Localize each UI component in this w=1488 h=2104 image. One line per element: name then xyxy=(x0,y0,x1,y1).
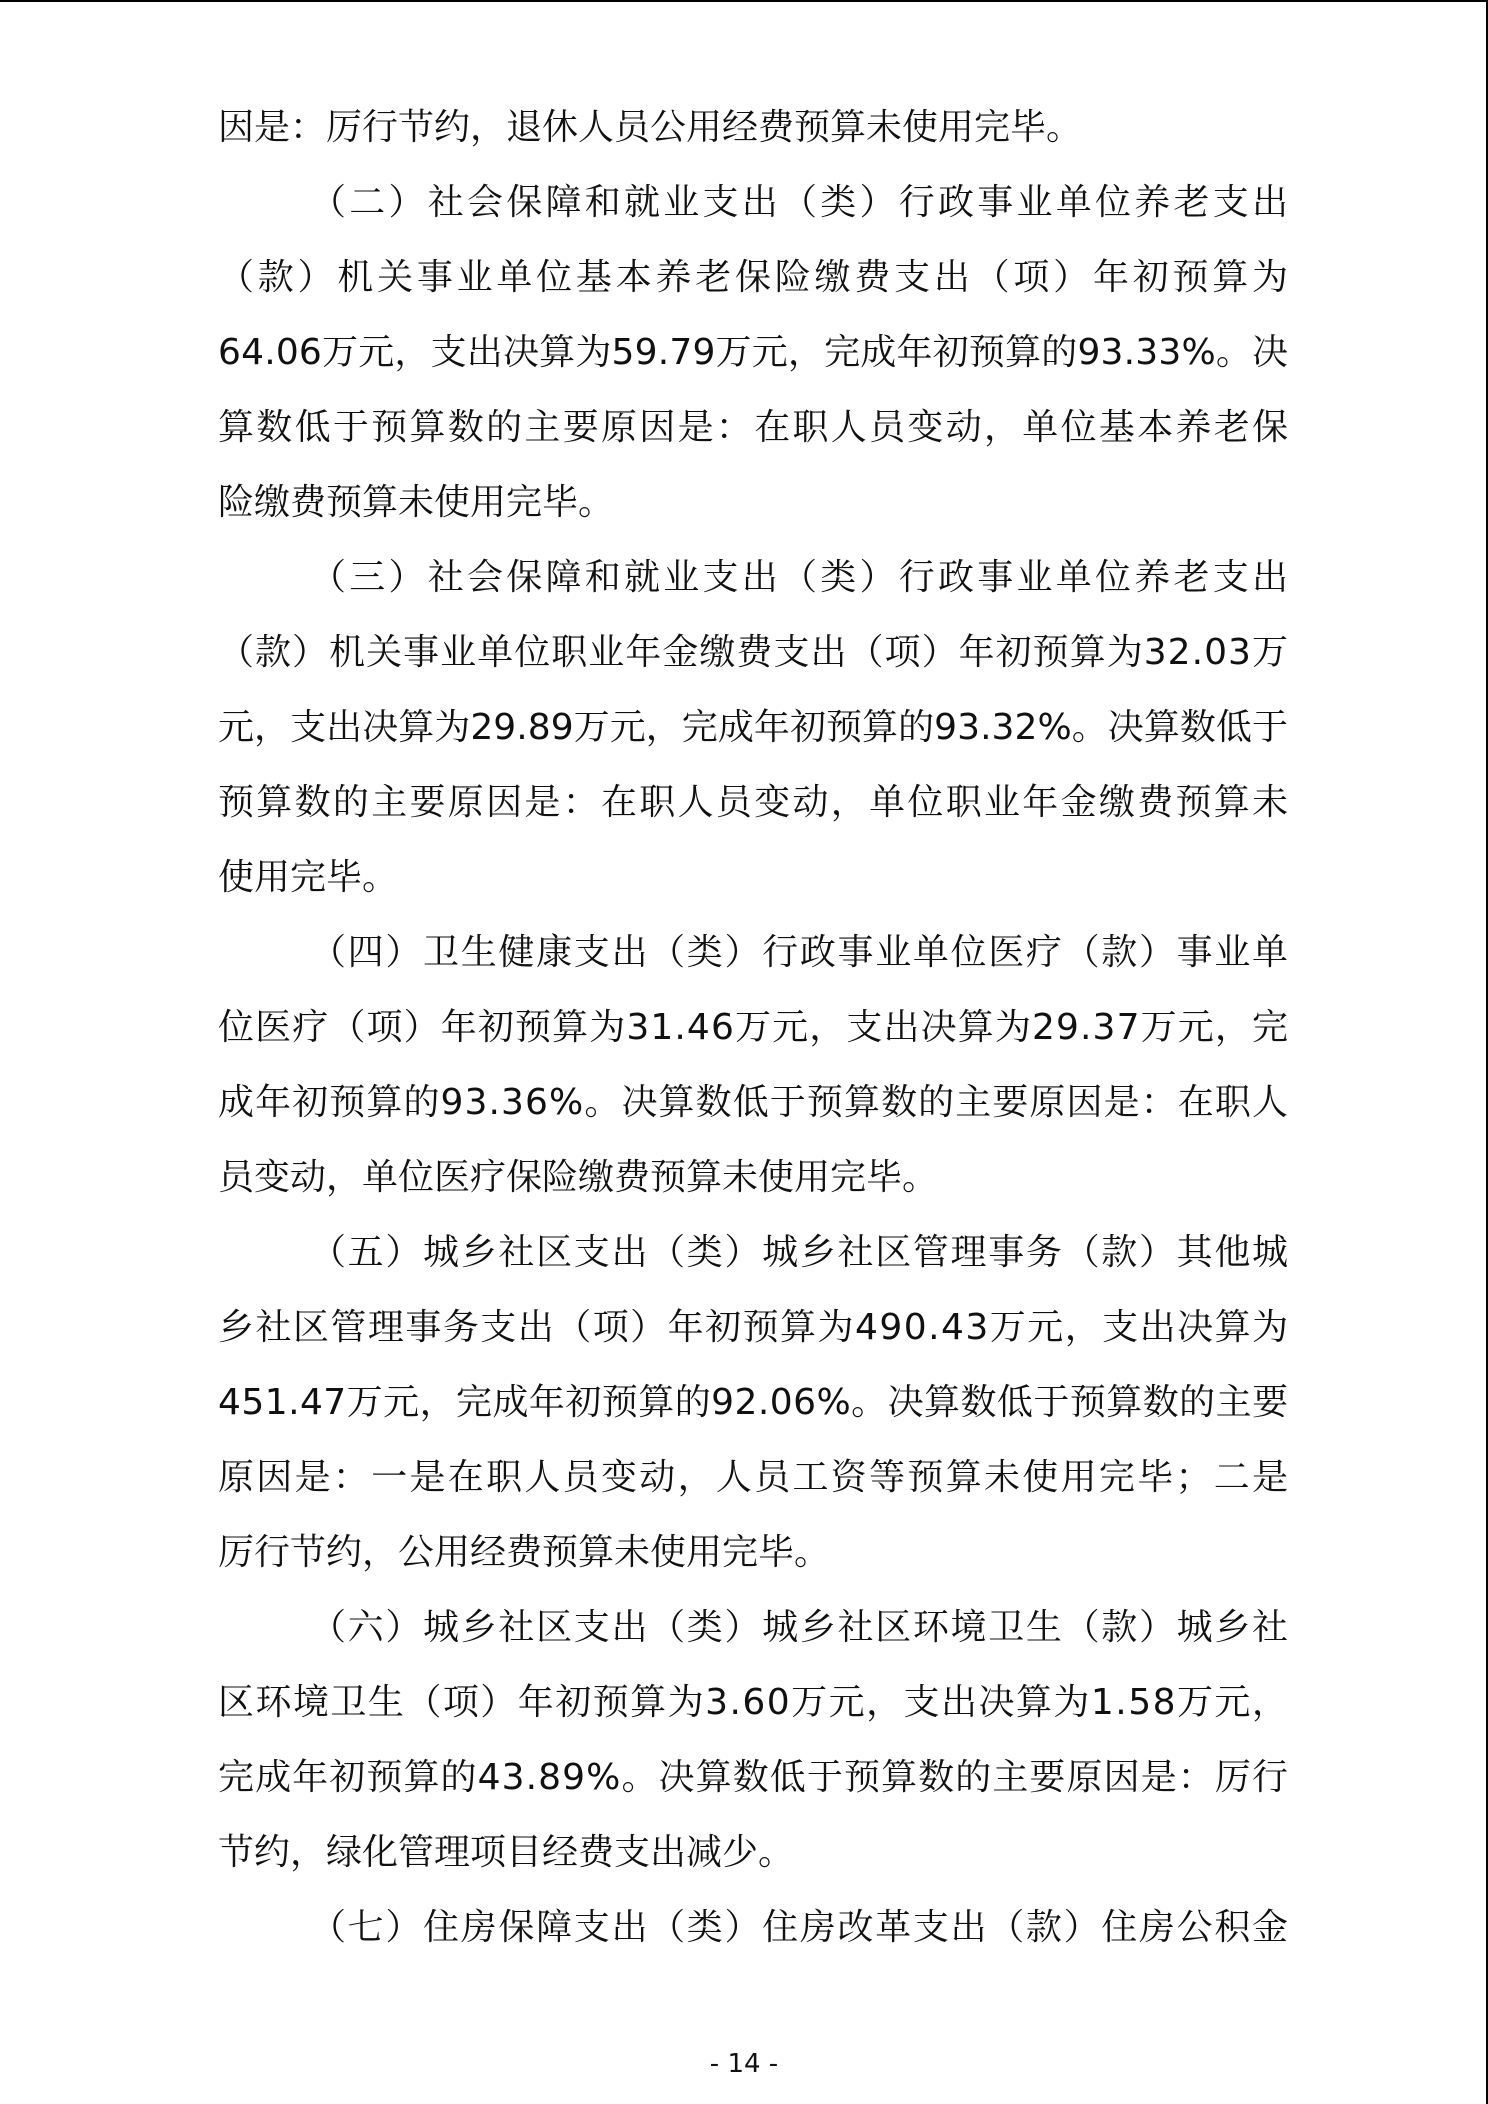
text-line: （款）机关事业单位基本养老保险缴费支出（项）年初预算为 xyxy=(218,257,1292,298)
text-line: 因是：厉行节约，退休人员公用经费预算未使用完毕。 xyxy=(218,107,1083,148)
text-line: （六）城乡社区支出（类）城乡社区环境卫生（款）城乡社 xyxy=(310,1607,1290,1648)
text-line: 乡社区管理事务支出（项）年初预算为490.43万元，支出决算为 xyxy=(218,1307,1290,1348)
document-body xyxy=(218,90,1292,1965)
text-line: 451.47万元，完成年初预算的92.06%。决算数低于预算数的主要 xyxy=(218,1382,1289,1423)
text-line: 64.06万元，支出决算为59.79万元，完成年初预算的93.33%。决 xyxy=(218,332,1289,373)
text-line: 节约，绿化管理项目经费支出减少。 xyxy=(218,1832,795,1873)
text-line: （四）卫生健康支出（类）行政事业单位医疗（款）事业单 xyxy=(310,932,1290,973)
text-line: 成年初预算的93.36%。决算数低于预算数的主要原因是：在职人 xyxy=(218,1082,1290,1123)
text-line: 员变动，单位医疗保险缴费预算未使用完毕。 xyxy=(218,1157,939,1198)
text-line: 元，支出决算为29.89万元，完成年初预算的93.32%。决算数低于 xyxy=(218,707,1289,748)
text-line: 使用完毕。 xyxy=(218,857,399,898)
text-line: 预算数的主要原因是：在职人员变动，单位职业年金缴费预算未 xyxy=(218,782,1291,823)
text-line: 完成年初预算的43.89%。决算数低于预算数的主要原因是：厉行 xyxy=(218,1757,1290,1798)
text-line: （七）住房保障支出（类）住房改革支出（款）住房公积金 xyxy=(310,1907,1290,1948)
text-line: 位医疗（项）年初预算为31.46万元，支出决算为29.37万元，完 xyxy=(218,1007,1290,1048)
text-line: 算数低于预算数的主要原因是：在职人员变动，单位基本养老保 xyxy=(218,407,1291,448)
text-line: （三）社会保障和就业支出（类）行政事业单位养老支出 xyxy=(310,557,1292,598)
text-line: 厉行节约，公用经费预算未使用完毕。 xyxy=(218,1532,831,1573)
top-border-line xyxy=(0,0,1488,2)
text-line: （五）城乡社区支出（类）城乡社区管理事务（款）其他城 xyxy=(310,1232,1290,1273)
text-line: （款）机关事业单位职业年金缴费支出（项）年初预算为32.03万 xyxy=(218,632,1289,673)
text-line: 原因是：一是在职人员变动，人员工资等预算未使用完毕；二是 xyxy=(218,1457,1291,1498)
text-line: 险缴费预算未使用完毕。 xyxy=(218,482,615,523)
text-line: （二）社会保障和就业支出（类）行政事业单位养老支出 xyxy=(310,182,1292,223)
text-line: 区环境卫生（项）年初预算为3.60万元，支出决算为1.58万元， xyxy=(218,1682,1290,1723)
page-number: - 14 - xyxy=(709,2049,779,2079)
